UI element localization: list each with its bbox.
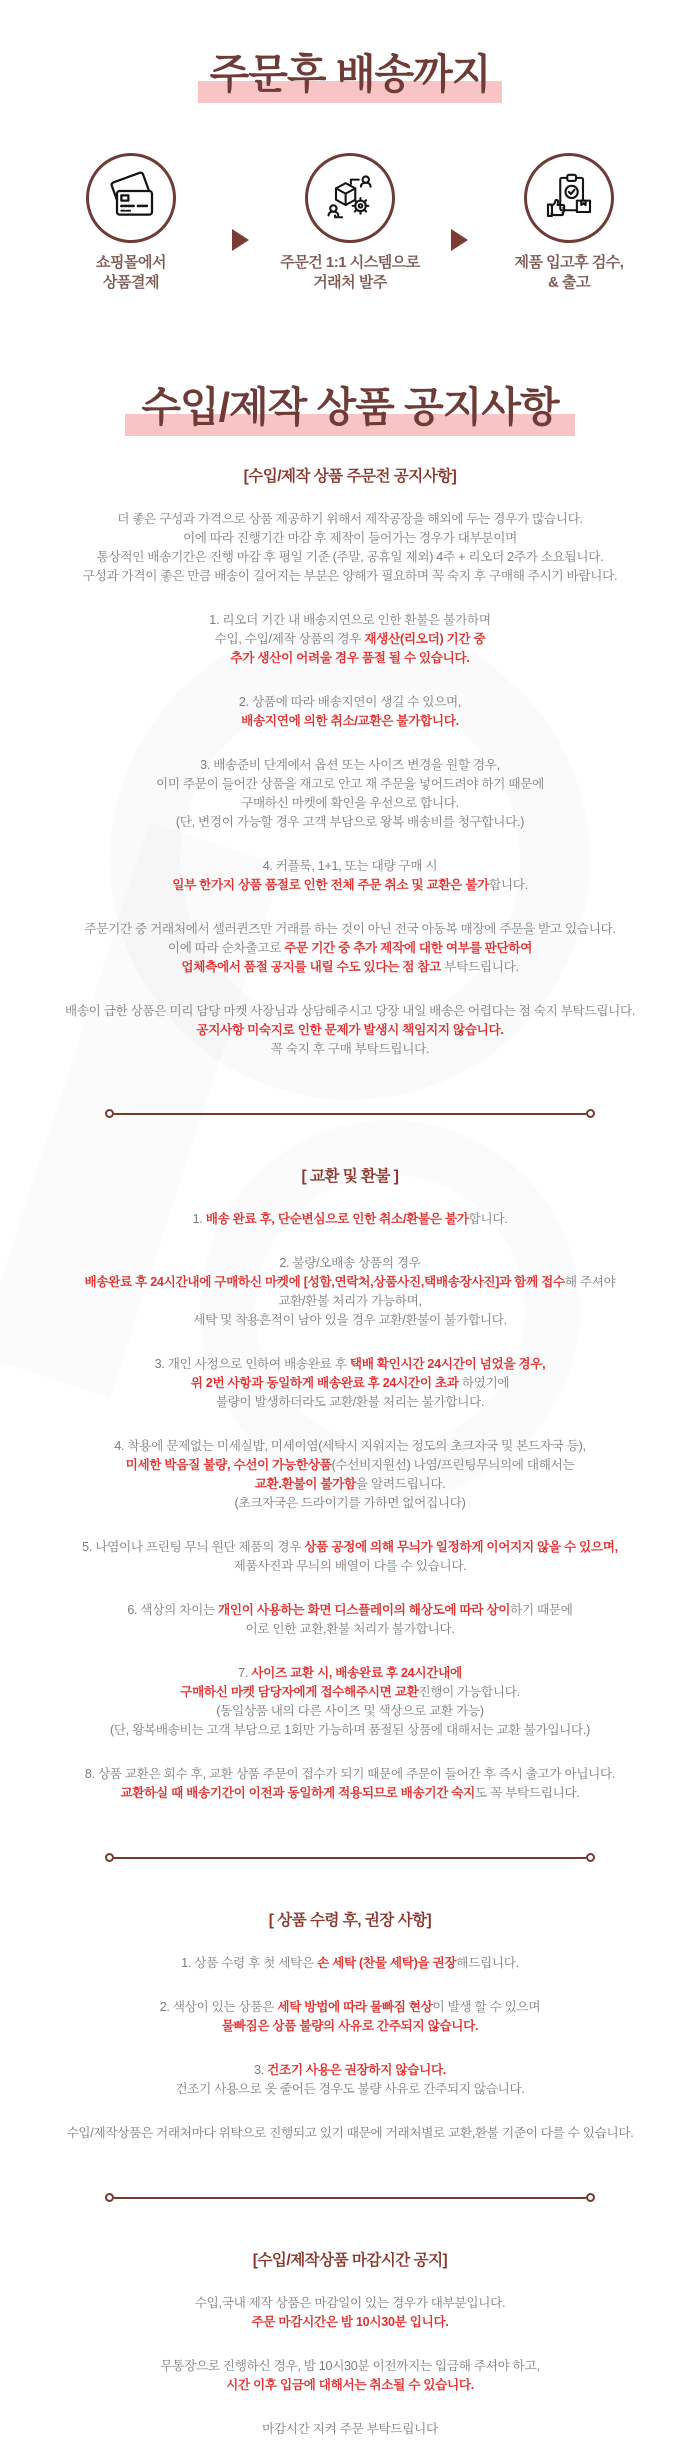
emphasis-text: 업체측에서 품절 공지를 내릴 수도 있다는 점 참고 (181, 960, 442, 975)
order-system-icon (322, 170, 378, 226)
section-heading: [ 상품 수령 후, 권장 사항] (268, 1912, 432, 1930)
arrow-right-icon (232, 229, 249, 251)
divider-line (114, 2197, 586, 2199)
process-step-payment (36, 153, 226, 293)
body-text: 이 발생 할 수 있으며 (432, 2000, 541, 2015)
divider-line (114, 1857, 586, 1859)
section-heading: [수입/제작 상품 주문전 공지사항] (243, 468, 457, 486)
body-text: 하기 때문에 (510, 1603, 573, 1618)
step-circle (524, 153, 614, 243)
body-text: (단, 변경이 가능할 경우 고객 부담으로 왕복 배송비를 청구합니다.) (175, 815, 525, 830)
notice-paragraph (20, 611, 680, 668)
notice-paragraph (20, 2124, 680, 2143)
notice-paragraph (20, 2357, 680, 2395)
body-text: 해드립니다. (456, 1956, 519, 1971)
section-divider (105, 1853, 595, 1862)
step-caption-line: 상품결제 (103, 274, 159, 292)
notice-paragraph (20, 2061, 680, 2099)
step-caption-line: 주문건 1:1 시스템으로 (280, 254, 420, 272)
body-text: 6. 색상의 차이는 (127, 1603, 219, 1618)
body-text: 이에 따라 순차출고로 (167, 941, 285, 956)
section-heading: [수입/제작상품 마감시간 공지] (252, 2252, 448, 2270)
notice-paragraph (20, 693, 680, 731)
emphasis-text: 손 세탁 (찬물 세탁)을 권장 (317, 1956, 457, 1971)
body-text: 진행이 가능합니다. (418, 1685, 520, 1700)
body-text: 합니다. (488, 878, 528, 893)
notice-paragraph (20, 920, 680, 977)
body-text: 을 알려드립니다. (355, 1477, 446, 1492)
body-text: 1. (192, 1212, 206, 1227)
notice-paragraph (20, 1664, 680, 1740)
emphasis-text: 공지사항 미숙지로 인한 문제가 발생시 책임지지 않습니다. (196, 1023, 504, 1038)
emphasis-text: 추가 생산이 어려울 경우 품절 될 수 있습니다. (230, 651, 470, 666)
emphasis-text: 사이즈 교환 시, 배송완료 후 24시간내에 (251, 1666, 462, 1681)
page-title (210, 52, 491, 97)
notice-title (141, 385, 558, 430)
step-circle (86, 153, 176, 243)
body-text: 5. 나염이나 프린팅 무늬 원단 제품의 경우 (82, 1540, 305, 1555)
step-caption-line: & 출고 (548, 274, 590, 292)
notice-paragraph (20, 1765, 680, 1803)
body-text: 더 좋은 구성과 가격으로 상품 제공하기 위해서 제작공장을 해외에 두는 경우가 많습니다. (117, 512, 583, 527)
section-heading: [ 교환 및 환불 ] (301, 1168, 399, 1186)
body-text: 이미 주문이 들어간 상품을 재고로 안고 재 주문을 넣어드려야 하기 때문에 (156, 777, 544, 792)
notice-paragraph (20, 1437, 680, 1513)
body-text: 도 꼭 부탁드립니다. (475, 1786, 580, 1801)
emphasis-text: 구매하신 마켓 담당자에게 접수해주시면 교환 (180, 1685, 419, 1700)
section-import-production-notice (0, 385, 700, 430)
notice-paragraph (20, 1538, 680, 1576)
notice-paragraph (20, 1954, 680, 1973)
body-text: 2. 불량/오배송 상품의 경우 (279, 1256, 421, 1271)
notice-paragraph (20, 2294, 680, 2332)
body-text: 수입,국내 제작 상품은 마감일이 있는 경우가 대부분입니다. (194, 2296, 506, 2311)
body-text: 구성과 가격이 좋은 만큼 배송이 길어지는 부분은 양해가 필요하며 꼭 숙지 후 구매해 주시기 바랍니다. (82, 569, 618, 584)
body-text: 마감시간 지켜 주문 부탁드립니다 (262, 2422, 438, 2437)
step-caption (255, 253, 445, 293)
notice-paragraph (20, 857, 680, 895)
body-text: 4. 커플룩, 1+1, 또는 대량 구매 시 (262, 859, 438, 874)
notice-paragraph (20, 1355, 680, 1412)
step-caption-line: 쇼핑몰에서 (96, 254, 166, 272)
body-text: 세탁 및 착용흔적이 남아 있을 경우 교환/환불이 불가합니다. (193, 1313, 507, 1328)
step-caption-line: 제품 입고후 검수, (514, 254, 624, 272)
notice-paragraph (20, 756, 680, 832)
body-text: 2. 상품에 따라 배송지연이 생길 수 있으며, (238, 695, 462, 710)
body-text: 하였기에 (458, 1376, 510, 1391)
notice-paragraph (20, 1002, 680, 1059)
step-caption (36, 253, 226, 293)
body-text: (단, 왕복배송비는 고객 부담으로 1회만 가능하며 품절된 상품에 대해서는 교환 불가입니다.) (109, 1723, 591, 1738)
notice-paragraph (20, 1601, 680, 1639)
body-text: 교환/환불 처리가 가능하며, (278, 1294, 422, 1309)
notice-sections (20, 464, 680, 2439)
notice-paragraph (20, 1998, 680, 2036)
emphasis-text: 위 2번 사항과 동일하게 배송완료 후 24시간이 초과 (190, 1376, 459, 1391)
emphasis-text: 일부 한가지 상품 품절로 인한 전체 주문 취소 및 교환은 불가 (172, 878, 489, 893)
body-text: 4. 착용에 문제없는 미세실밥, 미세이염(세탁시 지워지는 정도의 초크자국 및 본드자국 등), (114, 1439, 586, 1454)
emphasis-text: 주문 기간 중 추가 제작에 대한 여부를 판단하여 (284, 941, 533, 956)
notice-paragraph (20, 510, 680, 586)
receiving-inspection-icon (541, 170, 597, 226)
body-text: 1. 리오더 기간 내 배송지연으로 인한 환불은 불가하며 (209, 613, 491, 628)
section-order-to-delivery (0, 52, 700, 97)
emphasis-text: 배송 완료 후, 단순변심으로 인한 취소/환불은 불가 (205, 1212, 469, 1227)
step-caption-line: 거래처 발주 (313, 274, 387, 292)
body-text: 3. 개인 사정으로 인하여 배송완료 후 (154, 1357, 350, 1372)
body-text: 불량이 발생하더라도 교환/환불 처리는 불가합니다. (215, 1395, 485, 1410)
body-text: 수입, 수입/제작 상품의 경우 (214, 632, 365, 647)
body-text: 제품사진과 무늬의 배열이 다를 수 있습니다. (233, 1559, 467, 1574)
arrow-right-icon (451, 229, 468, 251)
emphasis-text: 교환하실 때 배송기간이 이전과 동일하게 적용되므로 배송기간 숙지 (120, 1786, 476, 1801)
emphasis-text: 건조기 사용은 권장하지 않습니다. (267, 2063, 447, 2078)
body-text: 3. 배송준비 단계에서 옵션 또는 사이즈 변경을 원할 경우, (200, 758, 500, 773)
emphasis-text: 배송지연에 의한 취소/교환은 불가합니다. (241, 714, 459, 729)
body-text: 무통장으로 진행하신 경우, 밤 10시30분 이전까지는 입금해 주셔야 하고, (160, 2359, 540, 2374)
emphasis-text: 미세한 박음질 불량, 수선이 가능한상품 (125, 1458, 332, 1473)
body-text: 7. (238, 1666, 252, 1681)
body-text: 8. 상품 교환은 회수 후, 교환 상품 주문이 접수가 되기 때문에 주문이 들어간 후 즉시 출고가 아닙니다. (84, 1767, 616, 1782)
section-divider (105, 2193, 595, 2202)
emphasis-text: 시간 이후 입금에 대해서는 취소될 수 있습니다. (226, 2378, 474, 2393)
section-divider (105, 1109, 595, 1118)
body-text: 배송이 급한 상품은 미리 담당 마켓 사장님과 상담해주시고 당장 내일 배송은 어렵다는 점 숙지 부탁드립니다. (64, 1004, 636, 1019)
divider-endpoint-dot (586, 1109, 595, 1118)
emphasis-text: 택배 확인시간 24시간이 넘었을 경우, (349, 1357, 546, 1372)
notice-paragraph (20, 1210, 680, 1229)
process-step-inspection-shipping (474, 153, 664, 293)
emphasis-text: 재생산(리오더) 기간 중 (364, 632, 486, 647)
body-text: 부탁드립니다. (441, 960, 519, 975)
body-text: 수입/제작상품은 거래처마다 위탁으로 진행되고 있기 때문에 거래처별로 교환,환불 기준이 다를 수 있습니다. (66, 2126, 634, 2141)
body-text: 주문기간 중 거래처에서 셀러퀸즈만 거래를 하는 것이 아닌 전국 아동복 매장에 주문을 받고 있습니다. (84, 922, 616, 937)
emphasis-text: 상품 공정에 의해 무늬가 일정하게 이어지지 않을 수 있으며, (304, 1540, 618, 1555)
body-text: 2. 색상이 있는 상품은 (159, 2000, 278, 2015)
body-text: 해 주셔야 (564, 1275, 616, 1290)
body-text: 합니다. (468, 1212, 508, 1227)
notice-paragraph (20, 2420, 680, 2439)
body-text: 구매하신 마켓에 확인을 우선으로 합니다. (241, 796, 459, 811)
body-text: 1. 상품 수령 후 첫 세탁은 (181, 1956, 318, 1971)
body-text: 이에 따라 진행기간 마감 후 제작이 들어가는 경우가 대부분이며 (182, 531, 518, 546)
order-process-steps (0, 153, 700, 293)
divider-endpoint-dot (105, 2193, 114, 2202)
step-caption (474, 253, 664, 293)
credit-cards-icon (103, 170, 159, 226)
step-circle (305, 153, 395, 243)
emphasis-text: 교환.환불이 불가함 (254, 1477, 356, 1492)
process-step-order-system (255, 153, 445, 293)
emphasis-text: 개인이 사용하는 화면 디스플레이의 해상도에 따라 상이 (218, 1603, 511, 1618)
emphasis-text: 세탁 방법에 따라 물빠짐 현상 (277, 2000, 433, 2015)
divider-line (114, 1113, 586, 1115)
body-text: 건조기 사용으로 옷 줄어든 경우도 불량 사유로 간주되지 않습니다. (175, 2082, 525, 2097)
emphasis-text: 주문 마감시간은 밤 10시30분 입니다. (251, 2315, 449, 2330)
body-text: (동일상품 내의 다른 사이즈 및 색상으로 교환 가능) (216, 1704, 484, 1719)
divider-endpoint-dot (105, 1109, 114, 1118)
emphasis-text: 배송완료 후 24시간내에 구매하신 마켓에 [성함,연락처,상품사진,택배송장사진]과 함께 접수 (84, 1275, 565, 1290)
emphasis-text: 물빠짐은 상품 불량의 사유로 간주되지 않습니다. (221, 2019, 479, 2034)
notice-paragraph (20, 1254, 680, 1330)
body-text: 이로 인한 교환,환불 처리가 불가합니다. (245, 1622, 455, 1637)
body-text: (수선비지원선) 나염/프린팅무늬의에 대해서는 (331, 1458, 575, 1473)
divider-endpoint-dot (586, 1853, 595, 1862)
divider-endpoint-dot (586, 2193, 595, 2202)
page-title-text: 주문후 배송까지 (209, 51, 491, 97)
body-text: 3. (253, 2063, 268, 2078)
body-text: 통상적인 배송기간은 진행 마감 후 평일 기준 (주말, 공휴일 제외) 4주 + 리오더 2주가 소요됩니다. (96, 550, 604, 565)
notice-title-text: 수입/제작 상품 공지사항 (141, 384, 559, 431)
divider-endpoint-dot (105, 1853, 114, 1862)
body-text: 꼭 숙지 후 구매 부탁드립니다. (270, 1042, 430, 1057)
body-text: (초크자국은 드라이기를 가하면 없어집니다) (234, 1496, 466, 1511)
